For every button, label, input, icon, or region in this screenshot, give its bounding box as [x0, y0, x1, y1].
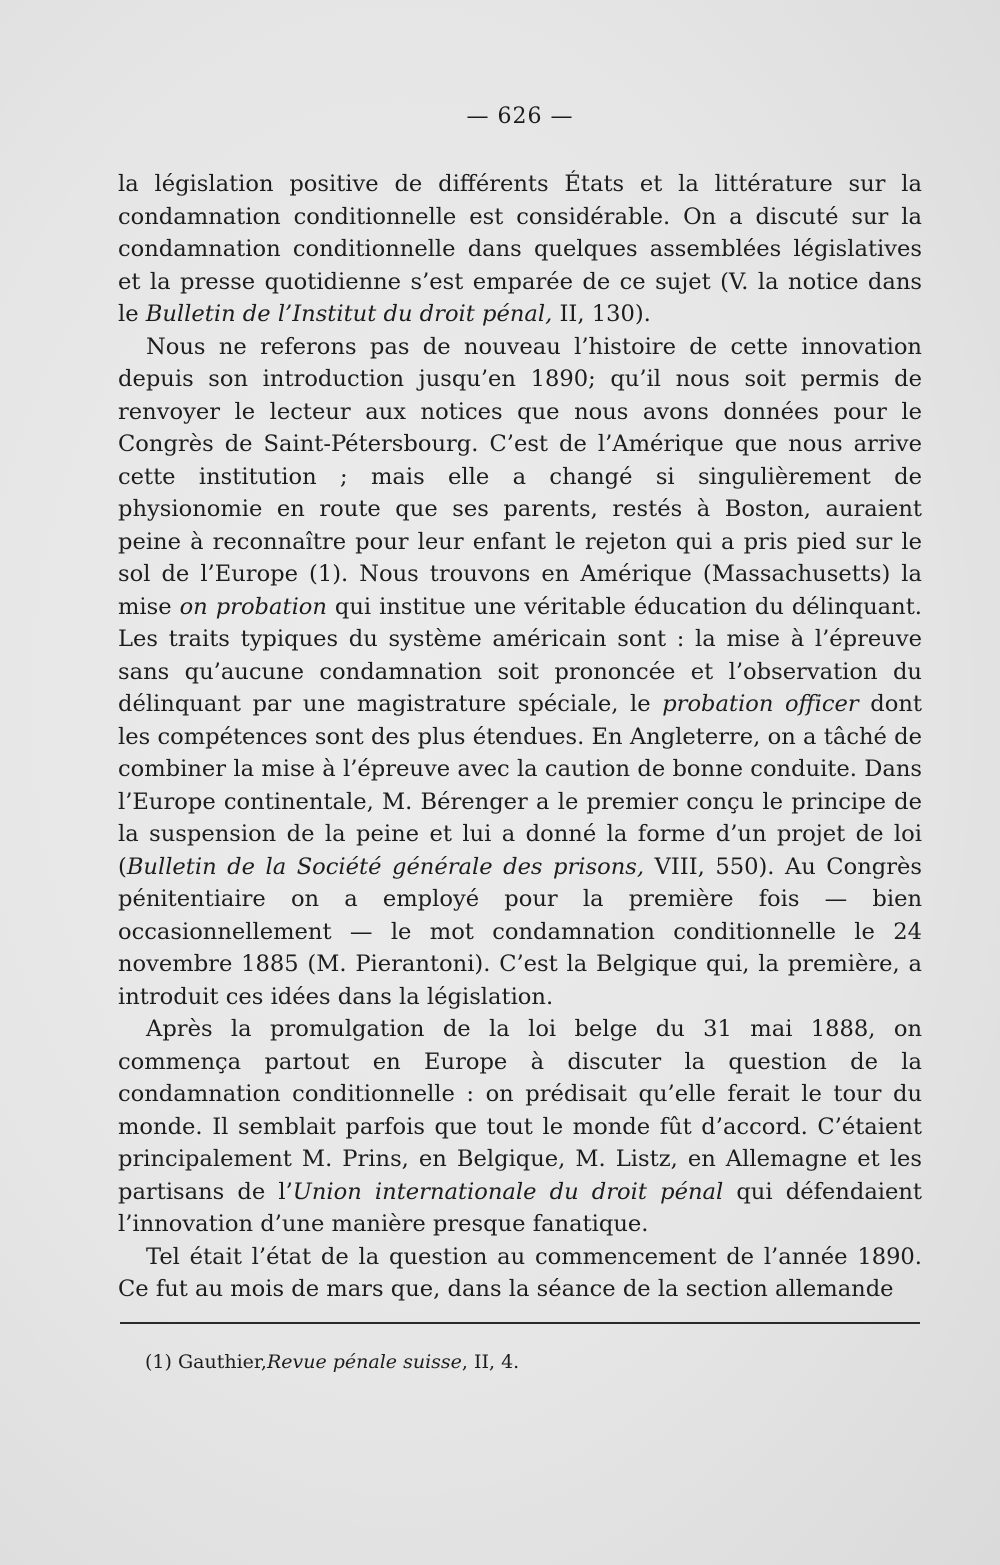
paragraph-text: qui institue une véritable éducation du délinquant. Les traits typiques du système américain sont : la mise à l’épreuve sans qu’aucune condamnation soit prononcée et l’observation du délinquant par une magistrature spéciale, le	[118, 593, 922, 717]
paragraph-text: dont les compétences sont des plus étendues. En Angleterre, on a tâché de combiner la mise à l’épreuve avec la caution de bonne conduite. Dans l’Europe continentale, M. Bérenger a le premier conçu le principe de la suspension de la peine et lui a donné la forme d’un projet de loi (	[118, 691, 922, 880]
italic-citation: Bulletin de la Société générale des prisons,	[126, 853, 645, 880]
footnote-title: Revue pénale suisse	[266, 1351, 462, 1373]
footnote-divider	[120, 1322, 920, 1324]
footnote-ref: , II, 4.	[461, 1351, 520, 1373]
paragraph	[118, 331, 922, 1014]
paragraph-text: VIII, 550). Au Congrès pénitentiaire on a employé pour la première fois — bien occasionnellement — le mot condamnation conditionnelle le 24 novembre 1885 (M. Pierantoni). C’est la Belgique qui, la première, a introduit ces idées dans la législation.	[118, 853, 922, 1010]
paragraph-text: Nous ne referons pas de nouveau l’histoire de cette innovation depuis son introduction jusqu’en 1890; qu’il nous soit permis de renvoyer le lecteur aux notices que nous avons données pour le Congrès de Saint-Pétersbourg. C’est de l’Amérique que nous arrive cette institution ; mais elle a changé si singulièrement de physionomie en route que ses parents, restés à Boston, auraient peine à reconnaître pour leur enfant le rejeton qui a pris pied sur le sol de l’Europe (1). Nous trouvons en Amérique (Massachusetts) la mise	[118, 333, 922, 620]
paragraph-text: la législation positive de différents États et la littérature sur la condamnation conditionnelle est considérable. On a discuté sur la condamnation conditionnelle dans quelques assemblées législatives et la presse quotidienne s’est emparée de ce sujet (V. la notice dans le	[118, 171, 922, 327]
italic-citation: Union internationale du droit pénal	[292, 1178, 724, 1205]
footnote-marker: (1)	[145, 1351, 172, 1373]
page-number: — 626 —	[466, 104, 574, 129]
paragraph	[118, 1241, 922, 1306]
paragraph-text: qui défendaient l’innovation d’une manière presque fanatique.	[118, 1178, 923, 1237]
paragraph-text: II, 130).	[552, 301, 651, 327]
footnote-author: Gauthier,	[177, 1351, 267, 1373]
italic-citation: probation officer	[662, 691, 859, 717]
paragraph	[118, 1013, 922, 1241]
italic-citation: on probation	[179, 593, 327, 620]
paragraph-text: Après la promulgation de la loi belge du 31 mai 1888, on commença partout en Europe à discuter la question de la condamnation conditionnelle : on prédisait qu’elle ferait le tour du monde. Il semblait parfois que tout le monde fût d’accord. C’étaient principalement M. Prins, en Belgique, M. Listz, en Allemagne et les partisans de l’	[118, 1016, 922, 1205]
main-text	[118, 168, 922, 1306]
italic-citation: Bulletin de l’Institut du droit pénal,	[145, 301, 553, 327]
paragraph	[118, 168, 922, 331]
paragraph-text: Tel était l’état de la question au commencement de l’année 1890. Ce fut au mois de mars que, dans la séance de la section allemande	[118, 1243, 922, 1302]
footnote	[145, 1349, 905, 1375]
